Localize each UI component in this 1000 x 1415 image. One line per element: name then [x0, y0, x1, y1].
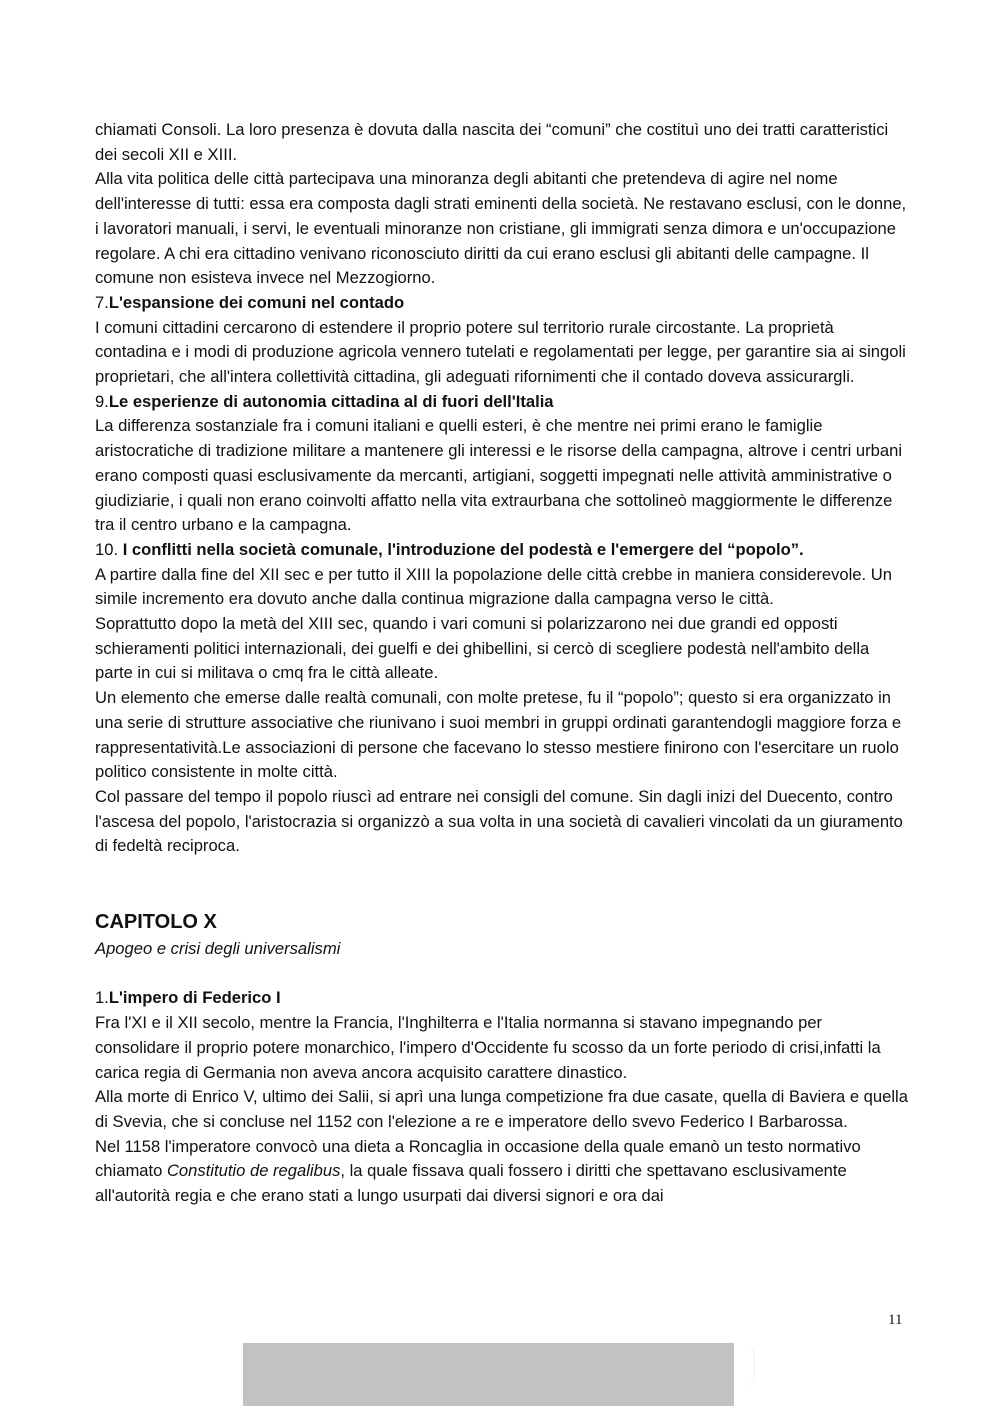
footer-banner-edge — [734, 1343, 755, 1388]
section-number: 1. — [95, 988, 109, 1008]
section-heading — [95, 538, 910, 563]
section-number: 9. — [95, 391, 109, 411]
paragraph: Alla morte di Enrico V, ultimo dei Salii, si aprì una lunga competizione fra due casate, quella di Baviera e quella di Svevia, che si concluse nel 1152 con l'elezione a re e imperatore dello svevo Federico I Barbarossa. — [95, 1087, 908, 1131]
paragraph: Nel 1158 l'imperatore convocò una dieta a Roncaglia in occasione della quale emanò un testo normativo chiamato Constitutio de regalibus, la quale fissava quali fossero i diritti che spettavano esclusivamente all'autorità regia e che erano stati a lungo usurpati dai diversi signori e ora dai — [95, 1136, 861, 1206]
section-title: L'espansione dei comuni nel contado — [108, 292, 405, 312]
paragraph: La differenza sostanziale fra i comuni italiani e quelli esteri, è che mentre nei primi erano le famiglie aristocratiche di tradizione militare a mantenere gli interessi e le risorse della campagna, altrove i centri urbani erano composti quasi esclusivamente da mercanti, artigiani, soggetti impegnati nelle attività amministrative o giudiziarie, i quali non erano coinvolti affatto nella vita extraurbana che sottolineò maggiormente le differenze tra il centro urbano e la campagna. — [95, 416, 903, 535]
spacer — [95, 962, 910, 987]
section-heading — [95, 986, 910, 1011]
paragraph: Alla vita politica delle città partecipava una minoranza degli abitanti che pretendeva di agire nel nome dell'interesse di tutti: essa era composta dagli strati eminenti della società. Ne restavano esclusi, con le donne, i lavoratori manuali, i servi, le eventuali minoranze non cristiane, gli immigrati senza dimora e un'occupazione regolare. A chi era cittadino venivano riconosciuto diritti da cui erano esclusi gli abitanti delle campagne. Il comune non esisteva invece nel Mezzogiorno. — [95, 169, 907, 288]
paragraph: I comuni cittadini cercarono di estendere il proprio potere sul territorio rurale circostante. La proprietà contadina e i modi di produzione agricola vennero tutelati e regolamentati per legge, per garantire sia ai singoli proprietari, che all'intera collettività cittadina, gli adeguati rifornimenti che il contado doveva assicurargli. — [95, 317, 906, 387]
section-number: 7. — [95, 292, 109, 312]
section-title: Le esperienze di autonomia cittadina al di fuori dell'Italia — [108, 391, 554, 411]
paragraph: A partire dalla fine del XII sec e per tutto il XIII la popolazione delle città crebbe in maniera considerevole. Un simile incremento era dovuto anche dalla continua migrazione dalla campagna verso le città. — [95, 564, 892, 609]
section-number: 10. — [95, 539, 123, 559]
chapter-heading: CAPITOLO X — [95, 911, 217, 934]
paragraph: Col passare del tempo il popolo riuscì ad entrare nei consigli del comune. Sin dagli inizi del Duecento, contro l'ascesa del popolo, l'aristocrazia si organizzò a sua volta in una società di cavalieri vincolati da un giuramento di fedeltà reciproca. — [95, 786, 903, 856]
paragraph: Un elemento che emerse dalle realtà comunali, con molte pretese, fu il “popolo”; questo si era organizzato in una serie di strutture associative che riunivano i suoi membri in gruppi ordinati garantendogli maggiore forza e rappresentatività.Le associazioni di persone che facevano lo stesso mestiere finirono con l'esercitare un ruolo politico consistente in molte città. — [95, 688, 902, 782]
section-title: L'impero di Federico I — [108, 988, 281, 1008]
italic-term: Constitutio de regalibus — [166, 1161, 341, 1181]
section-heading — [95, 390, 910, 415]
section-title: I conflitti nella società comunale, l'introduzione del podestà e l'emergere del “popolo”. — [122, 539, 804, 559]
paragraph: Soprattutto dopo la metà del XIII sec, quando i vari comuni si polarizzarono nei due grandi ed opposti schieramenti politici internazionali, dei guelfi e dei ghibellini, si cercò di scegliere podestà nell'ambito della parte in cui si militava o cmq fra le città alleate. — [95, 614, 870, 683]
section-heading — [95, 291, 910, 316]
chapter-subtitle: Apogeo e crisi degli universalismi — [95, 939, 341, 959]
paragraph: chiamati Consoli. La loro presenza è dovuta dalla nascita dei “comuni” che costituì uno dei tratti caratteristici dei secoli XII e XIII. — [95, 120, 889, 164]
document-body — [95, 118, 910, 1209]
footer-banner — [243, 1343, 734, 1406]
page-number: 11 — [888, 1312, 903, 1328]
paragraph: Fra l'XI e il XII secolo, mentre la Francia, l'Inghilterra e l'Italia normanna si stavano impegnando per consolidare il proprio potere monarchico, l'impero d'Occidente fu scosso da un forte periodo di crisi,infatti la carica regia di Germania non aveva ancora acquisito carattere dinastico. — [95, 1013, 881, 1082]
